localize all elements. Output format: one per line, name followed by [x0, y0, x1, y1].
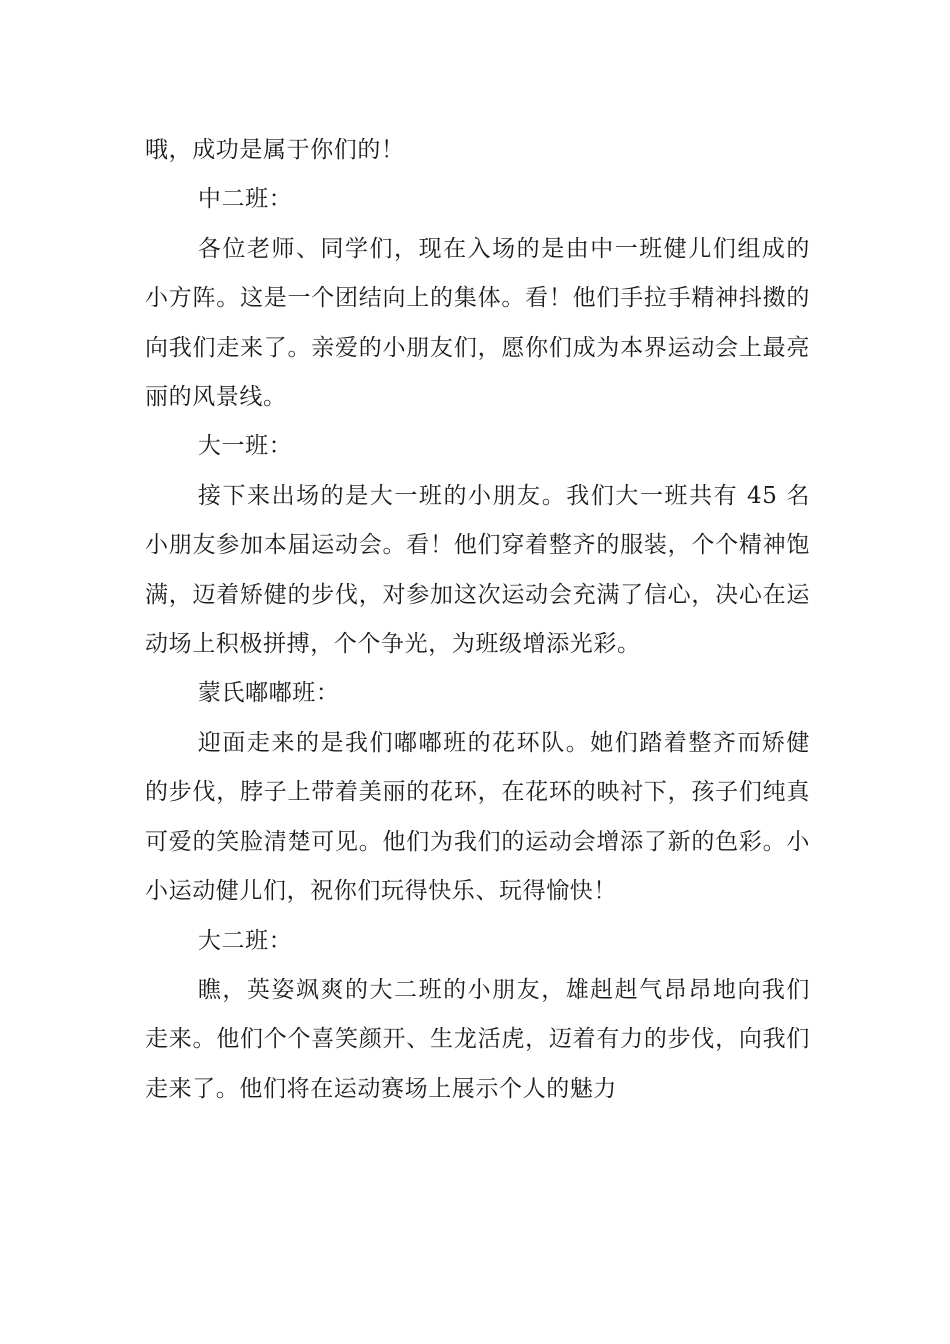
paragraph-dudu: 迎面走来的是我们嘟嘟班的花环队。她们踏着整齐而矫健的步伐，脖子上带着美丽的花环，在花环的映衬下，孩子们纯真可爱的笑脸清楚可见。他们为我们的运动会增添了新的色彩。小小运动健儿们，祝你们玩得快乐、玩得愉快！ [145, 729, 810, 905]
paragraph-da-yi: 接下来出场的是大一班的小朋友。我们大一班共有 45 名小朋友参加本届运动会。看！他们穿着整齐的服装，个个精神饱满，迈着矫健的步伐，对参加这次运动会充满了信心，决心在运动场上积极拼搏，个个争光，为班级增添光彩。 [145, 482, 810, 658]
paragraph-da-er: 瞧，英姿飒爽的大二班的小朋友，雄赳赳气昂昂地向我们走来。他们个个喜笑颜开、生龙活虎，迈着有力的步伐，向我们走来了。他们将在运动赛场上展示个人的魅力 [145, 976, 810, 1102]
heading-class-zhong-er: 中二班： [197, 186, 293, 213]
paragraph-zhong-er: 各位老师、同学们，现在入场的是由中一班健儿们组成的小方阵。这是一个团结向上的集体。看！他们手拉手精神抖擞的向我们走来了。亲爱的小朋友们，愿你们成为本界运动会上最亮丽的风景线。 [145, 235, 810, 411]
heading-class-da-er: 大二班： [197, 927, 293, 954]
document-page [145, 126, 810, 1114]
heading-class-dudu: 蒙氏嘟嘟班： [197, 680, 340, 707]
heading-class-da-yi: 大一班： [197, 433, 293, 460]
paragraph-closing-line: 哦，成功是属于你们的！ [145, 137, 405, 163]
